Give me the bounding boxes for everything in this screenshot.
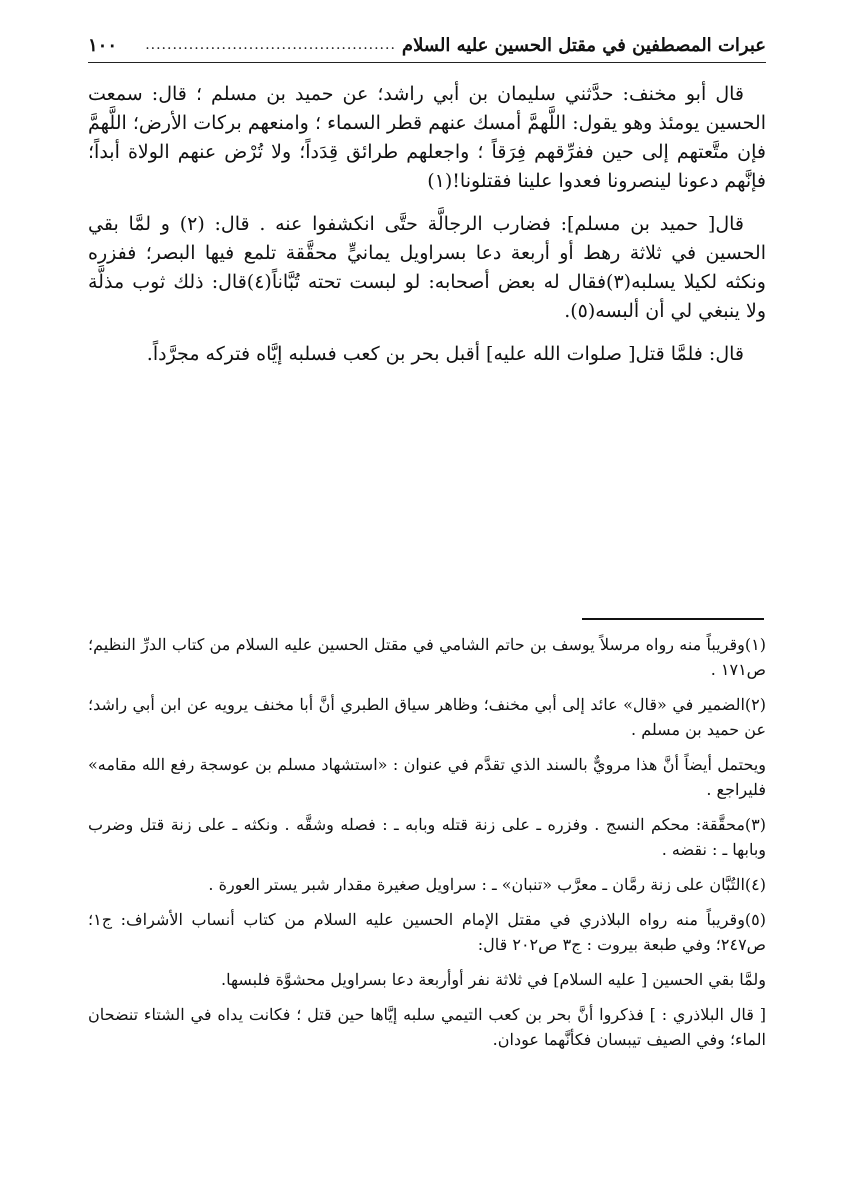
footnotes (88, 632, 766, 1062)
paragraph-1: قال أبو مخنف: حدَّثني سليمان بن أبي راشد؛ عن حميد بن مسلم ؛ قال: سمعت الحسين يومئذ وهو يقول: اللَّهمَّ أمسك عنهم قطر السماء ؛ وامنعهم بركات الأرض؛ اللَّهمَّ فإن متَّعتهم إلى حين ففرِّقهم فِرَقاً ؛ واجعلهم طرائق قِدَداً؛ ولا تُرْض عنهم الولاة أبداً؛ فإنَّهم دعونا لينصرونا فعدوا علينا فقتلونا!(١) (88, 83, 766, 192)
footnote-2: (٢)الضمير في «قال» عائد إلى أبي مخنف؛ وظاهر سياق الطبري أنَّ أبا مخنف يرويه عن ابن أبي راشد؛ عن حميد بن مسلم . (88, 695, 766, 739)
paragraph-2: قال[ حميد بن مسلم]: فضارب الرجالَّة حتَّى انكشفوا عنه . قال: (٢) و لمَّا بقي الحسين في ثلاثة رهط أو أربعة دعا بسراويل يمانيٍّ محقَّقة تلمع فيها البصر؛ ففزره ونكثه لكيلا يسلبه(٣)فقال له بعض أصحابه: لو لبست تحته تُبَّاناً(٤)قال: ذلك ثوب مذلَّة ولا ينبغي لي أن ألبسه(٥). (88, 213, 766, 322)
leader-dots: .............................................. (145, 37, 396, 53)
footnote-3: (٣)محقَّقة: محكم النسج . وفزره ـ على زنة قتله وبابه ـ : فصله وشقَّه . ونكثه ـ على زنة قتل وضرب وبابها ـ : نقضه . (88, 815, 766, 859)
footnote-5-quote-1: ولمَّا بقي الحسين [ عليه السلام] في ثلاثة نفر أوأربعة دعا بسراويل محشوَّة فلبسها. (221, 970, 766, 989)
footnote-2-continuation: ويحتمل أيضاً أنَّ هذا مرويٌّ بالسند الذي تقدَّم في عنوان : «استشهاد مسلم بن عوسجة رفع الله مقامه» فليراجع . (88, 755, 766, 799)
footnote-4: (٤)التُبَّان على زنة رمَّان ـ معرَّب «تنبان» ـ : سراويل صغيرة مقدار شبر يستر العورة . (208, 875, 766, 894)
footnote-1: (١)وقريباً منه رواه مرسلاً يوسف بن حاتم الشامي في مقتل الحسين عليه السلام من كتاب الدرِّ النظيم؛ ص١٧١ . (88, 635, 766, 679)
page-number: ١٠٠ (88, 34, 118, 56)
footnote-5: (٥)وقريباً منه رواه البلاذري في مقتل الإمام الحسين عليه السلام من كتاب أنساب الأشراف: ج١؛ ص٢٤٧؛ وفي طبعة بيروت : ج٣ ص٢٠٢ قال: (88, 910, 766, 954)
running-title: عبرات المصطفين في مقتل الحسين عليه السلام (401, 34, 766, 56)
footnote-separator (582, 618, 764, 620)
main-text (88, 80, 766, 383)
footnote-5-quote-2: [ قال البلاذري : ] فذكروا أنَّ بحر بن كعب التيمي سلبه إيَّاها حين قتل ؛ فكانت يداه في الشتاء تنضحان الماء؛ وفي الصيف تيبسان فكأنَّهما عودان. (88, 1005, 766, 1049)
page-header (88, 28, 766, 63)
paragraph-3: قال: فلمَّا قتل[ صلوات الله عليه] أقبل بحر بن كعب فسلبه إيَّاه فتركه مجرَّداً. (146, 343, 744, 365)
